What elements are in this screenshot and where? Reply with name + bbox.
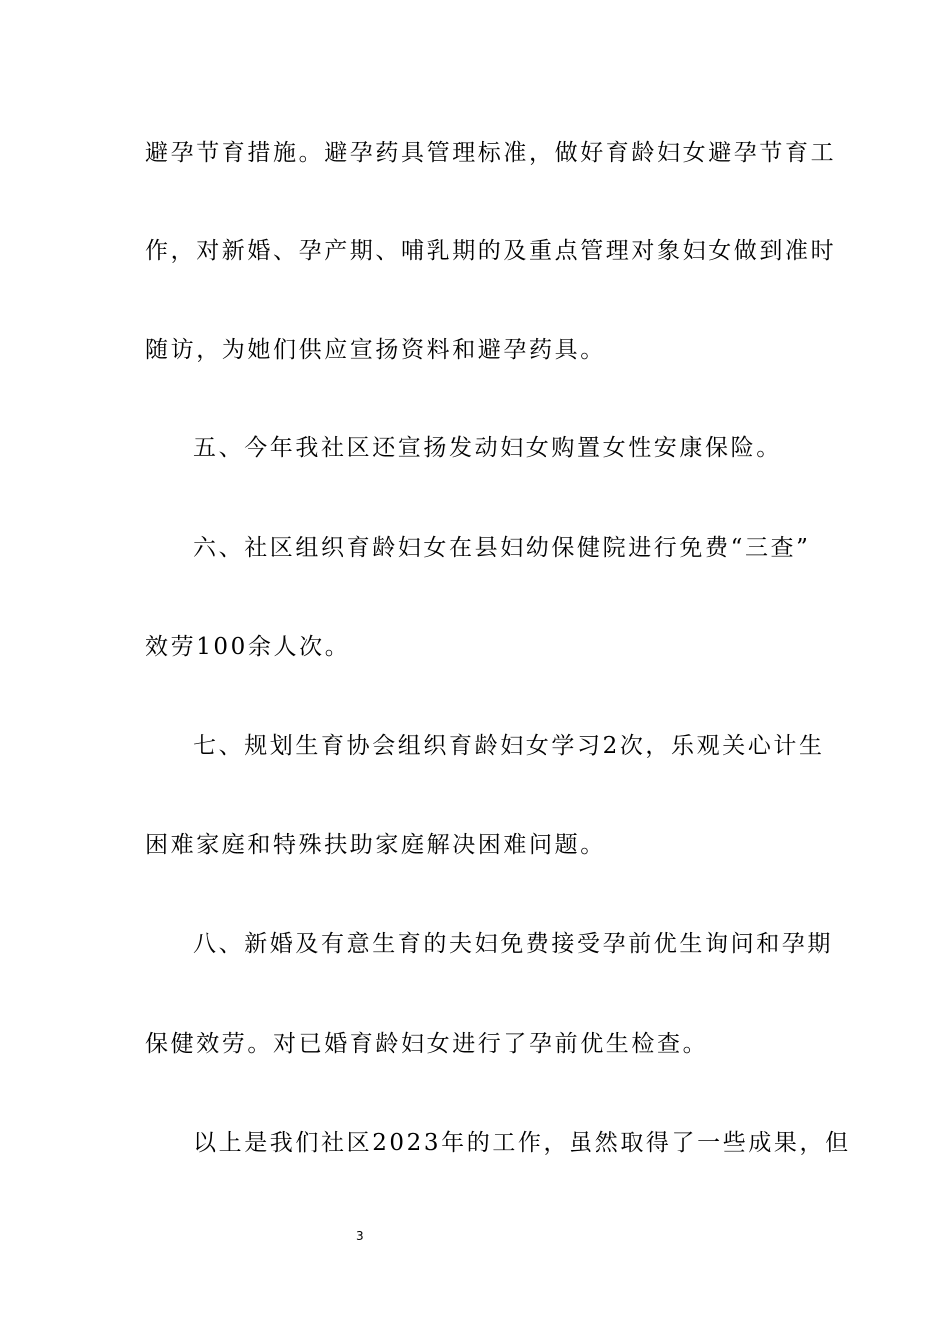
body-text-line: 困难家庭和特殊扶助家庭解决困难问题。 [145,832,606,858]
paragraph-summary: 以上是我们社区2023年的工作，虽然取得了一些成果，但 [193,1130,851,1156]
paragraph-seven: 七、规划生育协会组织育龄妇女学习2次，乐观关心计生 [193,733,825,759]
body-text-line: 保健效劳。对已婚育龄妇女进行了孕前优生检查。 [145,1031,709,1057]
body-text-line: 随访，为她们供应宣扬资料和避孕药具。 [145,337,606,363]
body-text-line: 效劳100余人次。 [145,634,351,660]
page-number: 3 [356,1229,364,1243]
paragraph-six: 六、社区组织育龄妇女在县妇幼保健院进行免费“三查” [193,535,811,561]
paragraph-eight: 八、新婚及有意生育的夫妇免费接受孕前优生询问和孕期 [193,931,833,957]
paragraph-five: 五、今年我社区还宣扬发动妇女购置女性安康保险。 [193,435,782,461]
body-text-line: 避孕节育措施。避孕药具管理标准，做好育龄妇女避孕节育工 [145,140,837,166]
body-text-line: 作，对新婚、孕产期、哺乳期的及重点管理对象妇女做到准时 [145,238,837,264]
